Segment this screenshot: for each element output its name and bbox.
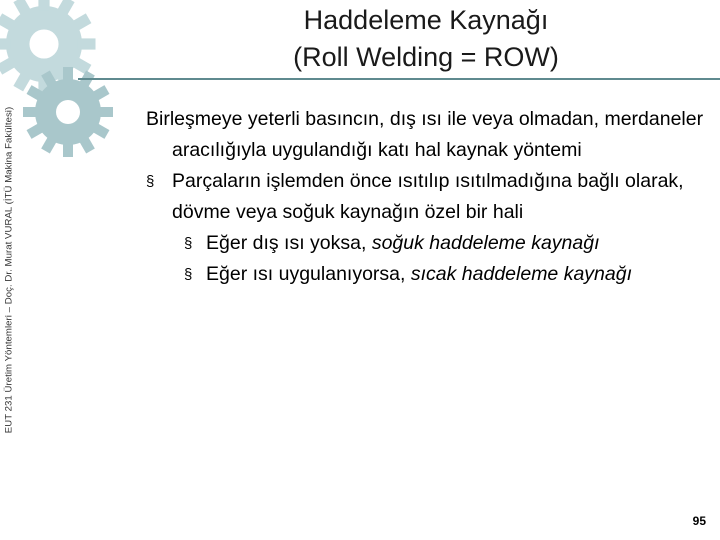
slide-title <box>200 2 652 76</box>
sub-item-emphasis: sıcak haddeleme kaynağı <box>410 263 632 285</box>
title-divider <box>78 78 720 80</box>
slide-body <box>146 104 706 290</box>
bullet-icon: § <box>184 235 193 252</box>
side-caption <box>0 0 18 540</box>
page-number: 95 <box>692 514 706 528</box>
sub-list-item <box>146 228 706 259</box>
sub-item-prefix: Eğer ısı uygulanıyorsa, <box>206 263 411 285</box>
bullet-icon: § <box>184 266 193 283</box>
title-line-1: Haddeleme Kaynağı <box>303 5 549 35</box>
title-line-2: (Roll Welding = ROW) <box>293 42 559 72</box>
list-item-text: Parçaların işlemden önce ısıtılıp ısıtılmadığına bağlı olarak, dövme veya soğuk kaynağın özel bir hali <box>172 170 684 223</box>
intro-paragraph: Birleşmeye yeterli basıncın, dış ısı ile veya olmadan, merdaneler aracılığıyla uygulandığı katı hal kaynak yöntemi <box>146 108 704 161</box>
bullet-icon: § <box>146 173 155 190</box>
sub-item-emphasis: soğuk haddeleme kaynağı <box>371 232 600 254</box>
gear-icon <box>18 62 118 162</box>
sub-list-item <box>146 259 706 290</box>
sub-item-prefix: Eğer dış ısı yoksa, <box>206 232 372 254</box>
list-item <box>146 166 706 228</box>
side-caption-text: EUT 231 Üretim Yöntemleri – Doç. Dr. Murat VURAL (İTÜ Makina Fakültesi) <box>3 106 15 434</box>
